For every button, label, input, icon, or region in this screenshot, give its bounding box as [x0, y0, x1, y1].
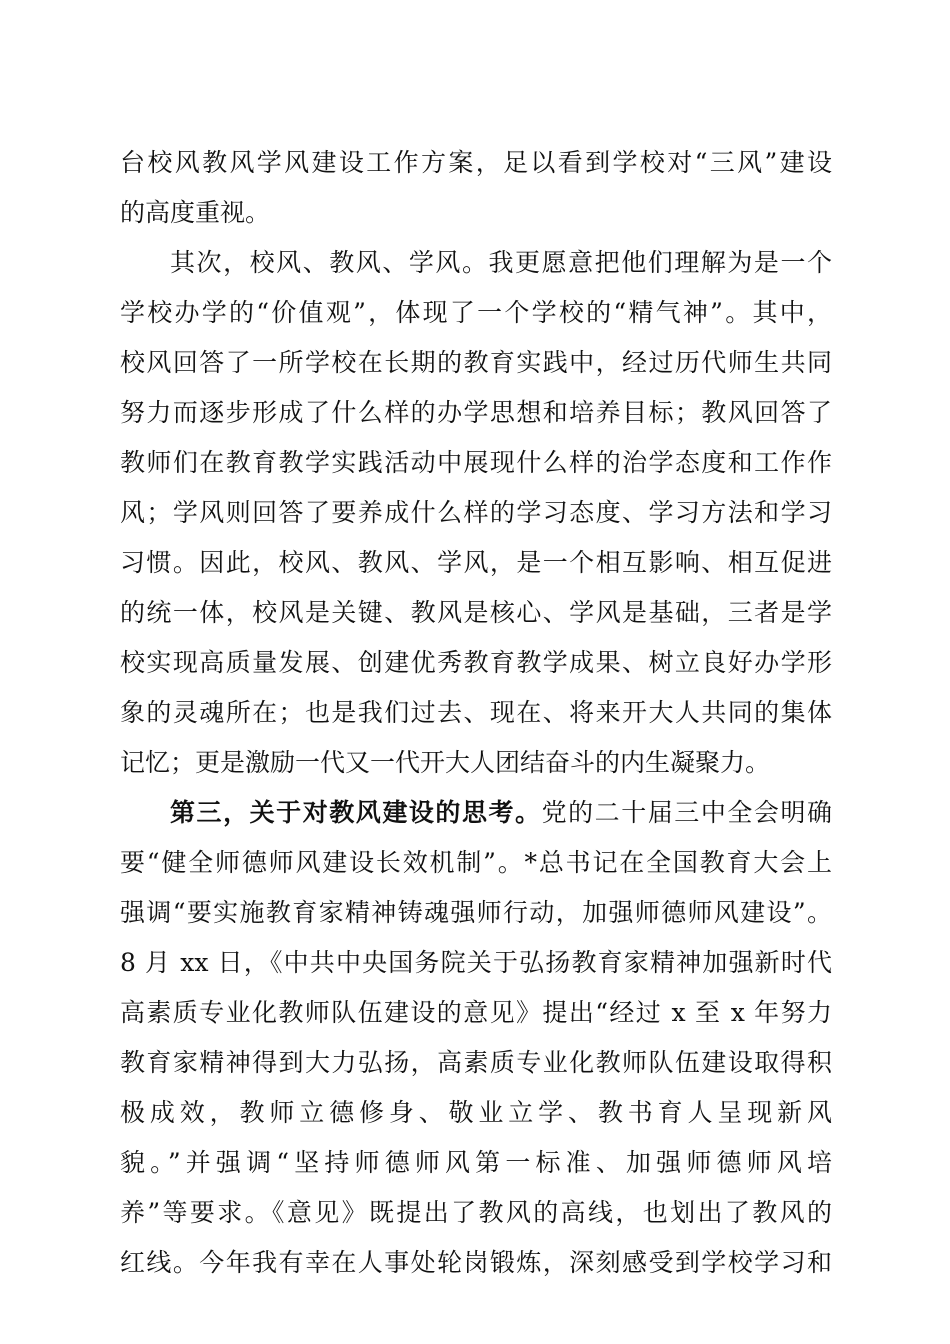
paragraph-2-line-11: 记忆；更是激励一代又一代开大人团结奋斗的内生凝聚力。	[120, 748, 771, 777]
paragraph-3-line-7: 极成效，教师立德修身、敬业立学、教书育人呈现新风	[120, 1098, 832, 1127]
paragraph-1-line-2: 的高度重视。	[120, 198, 271, 227]
paragraph-3-line-3: 强调“要实施教育家精神铸魂强师行动，加强师德师风建设”。	[120, 898, 832, 927]
paragraph-2-line-8: 的统一体，校风是关键、教风是核心、学风是基础，三者是学	[120, 598, 832, 627]
paragraph-3-line-8: 貌。”并强调“坚持师德师风第一标准、加强师德师风培	[120, 1148, 832, 1177]
paragraph-2-line-7: 习惯。因此，校风、教风、学风，是一个相互影响、相互促进	[120, 548, 832, 577]
paragraph-3-line-10: 红线。今年我有幸在人事处轮岗锻炼，深刻感受到学校学习和	[120, 1248, 832, 1277]
paragraph-2-line-3: 校风回答了一所学校在长期的教育实践中，经过历代师生共同	[120, 348, 832, 377]
paragraph-3-line-4: 8 月 xx 日，《中共中央国务院关于弘扬教育家精神加强新时代	[120, 948, 832, 977]
paragraph-2-line-5: 教师们在教育教学实践活动中展现什么样的治学态度和工作作	[120, 448, 832, 477]
paragraph-2-line-4: 努力而逐步形成了什么样的办学思想和培养目标；教风回答了	[120, 398, 832, 427]
paragraph-2-line-6: 风；学风则回答了要养成什么样的学习态度、学习方法和学习	[120, 498, 832, 527]
paragraph-3-line-1-text: 党的二十届三中全会明确	[541, 798, 832, 827]
paragraph-1-line-1: 台校风教风学风建设工作方案，足以看到学校对“三风”建设	[120, 148, 832, 177]
paragraph-3-line-6: 教育家精神得到大力弘扬，高素质专业化教师队伍建设取得积	[120, 1048, 832, 1077]
paragraph-2-line-10: 象的灵魂所在；也是我们过去、现在、将来开大人共同的集体	[120, 698, 832, 727]
paragraph-3-line-9: 养”等要求。《意见》既提出了教风的高线，也划出了教风的	[120, 1198, 832, 1227]
section-heading: 第三，关于对教风建设的思考。	[170, 798, 542, 827]
paragraph-2-line-1: 其次，校风、教风、学风。我更愿意把他们理解为是一个	[170, 248, 832, 277]
paragraph-2-line-9: 校实现高质量发展、创建优秀教育教学成果、树立良好办学形	[120, 648, 832, 677]
paragraph-3-line-2: 要“健全师德师风建设长效机制”。*总书记在全国教育大会上	[120, 848, 832, 877]
paragraph-3-line-1	[170, 788, 832, 838]
paragraph-3-line-5: 高素质专业化教师队伍建设的意见》提出“经过 x 至 x 年努力	[120, 998, 832, 1027]
paragraph-2-line-2: 学校办学的“价值观”，体现了一个学校的“精气神”。其中，	[120, 298, 832, 327]
